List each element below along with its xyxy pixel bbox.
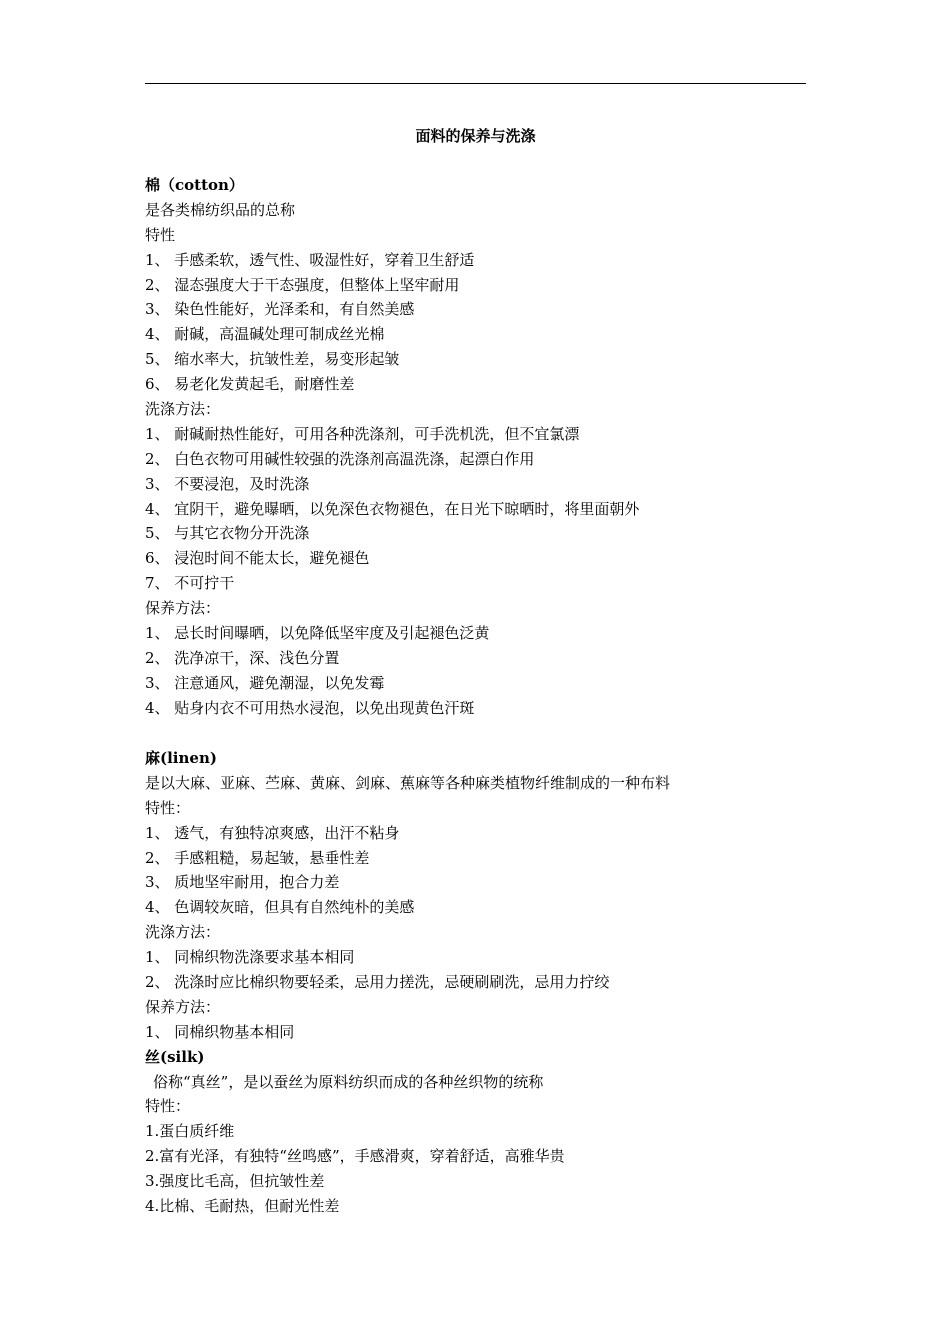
- linen-trait-item: 1、 透气，有独特凉爽感，出汗不粘身: [145, 823, 400, 842]
- cotton-wash-item: 1、 耐碱耐热性能好，可用各种洗涤剂，可手洗机洗，但不宜氯漂: [145, 424, 580, 443]
- cotton-wash-label: 洗涤方法：: [145, 400, 221, 419]
- cotton-trait-item: 3、 染色性能好，光泽柔和，有自然美感: [145, 300, 415, 319]
- linen-description: 是以大麻、亚麻、苎麻、黄麻、剑麻、蕉麻等各种麻类植物纤维制成的一种布料: [145, 773, 671, 792]
- cotton-description: 是各类棉纺织品的总称: [145, 200, 296, 219]
- cotton-traits-label: 特性: [145, 225, 176, 244]
- cotton-trait-item: 6、 易老化发黄起毛，耐磨性差: [145, 375, 355, 394]
- linen-care-item: 1、 同棉织物基本相同: [145, 1022, 295, 1041]
- cotton-wash-item: 4、 宜阴干，避免曝晒，以免深色衣物褪色，在日光下晾晒时，将里面朝外: [145, 499, 640, 518]
- cotton-trait-item: 2、 湿态强度大于干态强度，但整体上坚牢耐用: [145, 275, 460, 294]
- cotton-trait-item: 1、 手感柔软，透气性、吸湿性好，穿着卫生舒适: [145, 250, 475, 269]
- linen-trait-item: 2、 手感粗糙，易起皱，悬垂性差: [145, 848, 370, 867]
- cotton-wash-item: 5、 与其它衣物分开洗涤: [145, 524, 310, 543]
- cotton-wash-item: 6、 浸泡时间不能太长，避免褪色: [145, 549, 370, 568]
- silk-description: 俗称“真丝”，是以蚕丝为原料纺织而成的各种丝织物的统称: [153, 1072, 544, 1091]
- linen-care-label: 保养方法：: [145, 997, 221, 1016]
- silk-traits-label: 特性：: [145, 1097, 191, 1116]
- silk-trait-item: 2.富有光泽，有独特“丝鸣感”，手感滑爽，穿着舒适，高雅华贵: [145, 1147, 565, 1166]
- cotton-care-item: 1、 忌长时间曝晒，以免降低坚牢度及引起褪色泛黄: [145, 624, 490, 643]
- cotton-care-item: 4、 贴身内衣不可用热水浸泡，以免出现黄色汗斑: [145, 698, 475, 717]
- linen-wash-item: 1、 同棉织物洗涤要求基本相同: [145, 948, 355, 967]
- header-rule: [145, 83, 806, 84]
- cotton-care-item: 3、 注意通风，避免潮湿，以免发霉: [145, 673, 385, 692]
- cotton-section: [145, 173, 806, 721]
- silk-trait-item: 3.强度比毛高，但抗皱性差: [145, 1172, 325, 1191]
- cotton-wash-item: 7、 不可拧干: [145, 574, 235, 593]
- linen-wash-item: 2、 洗涤时应比棉织物要轻柔，忌用力搓洗，忌硬刷刷洗，忌用力拧绞: [145, 973, 610, 992]
- cotton-trait-item: 5、 缩水率大，抗皱性差，易变形起皱: [145, 350, 400, 369]
- linen-trait-item: 3、 质地坚牢耐用，抱合力差: [145, 873, 340, 892]
- cotton-trait-item: 4、 耐碱，高温碱处理可制成丝光棉: [145, 325, 385, 344]
- linen-traits-label: 特性：: [145, 798, 191, 817]
- linen-trait-item: 4、 色调较灰暗，但具有自然纯朴的美感: [145, 898, 415, 917]
- cotton-care-item: 2、 洗净凉干，深、浅色分置: [145, 648, 340, 667]
- silk-trait-item: 1.蛋白质纤维: [145, 1122, 235, 1141]
- cotton-care-label: 保养方法：: [145, 599, 221, 618]
- linen-wash-label: 洗涤方法：: [145, 923, 221, 942]
- silk-heading: 丝(silk): [145, 1047, 205, 1066]
- cotton-heading: 棉（cotton）: [145, 176, 244, 194]
- cotton-wash-item: 2、 白色衣物可用碱性较强的洗涤剂高温洗涤，起漂白作用: [145, 449, 535, 468]
- document-title: 面料的保养与洗涤: [415, 127, 536, 145]
- cotton-wash-item: 3、 不要浸泡，及时洗涤: [145, 474, 310, 493]
- linen-heading: 麻(linen): [145, 749, 217, 767]
- linen-section: [145, 746, 806, 1219]
- silk-trait-item: 4.比棉、毛耐热，但耐光性差: [145, 1197, 340, 1216]
